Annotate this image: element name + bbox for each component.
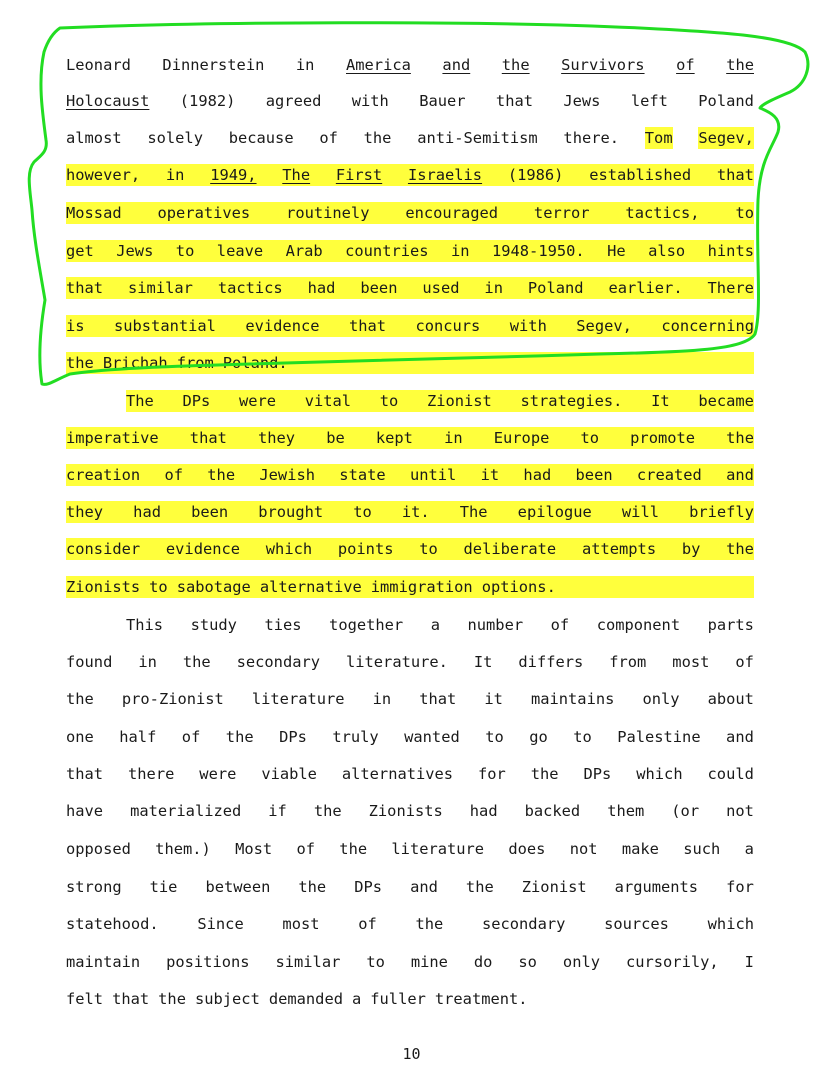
word: of <box>358 915 377 933</box>
word: the <box>158 990 186 1008</box>
word: found <box>66 653 113 671</box>
word: Bauer <box>419 92 466 110</box>
word: them <box>607 802 645 820</box>
word: that <box>495 92 533 110</box>
word: hints <box>707 242 754 260</box>
word: with <box>509 317 547 335</box>
word: creation <box>66 466 141 484</box>
text-line <box>66 726 754 748</box>
word: there <box>128 765 175 783</box>
word: Zionist <box>521 878 587 896</box>
word: from <box>609 653 647 671</box>
word: the <box>363 129 392 147</box>
text-line <box>66 951 754 973</box>
word: Tom <box>644 129 673 147</box>
word: maintain <box>66 953 141 971</box>
word: operatives <box>157 204 251 222</box>
word: that <box>66 279 104 297</box>
word: them.) <box>155 840 211 858</box>
word: 1949, <box>210 166 257 184</box>
text-line <box>66 54 754 76</box>
word: earlier. <box>608 279 683 297</box>
word: been <box>360 279 398 297</box>
word: terror <box>533 204 590 222</box>
word: secondary <box>481 915 566 933</box>
text-line <box>66 352 754 374</box>
word: Jewish <box>259 466 315 484</box>
word: Brichah <box>102 354 168 372</box>
word: which <box>707 915 754 933</box>
word: options. <box>481 578 556 596</box>
word: cursorily, <box>625 953 719 971</box>
word: so <box>518 953 537 971</box>
text-line <box>126 390 754 412</box>
word: and <box>726 466 754 484</box>
word: for <box>478 765 506 783</box>
word: were <box>238 392 277 410</box>
word: only <box>562 953 600 971</box>
text-line <box>66 913 754 935</box>
word: about <box>707 690 754 708</box>
word: similar <box>275 953 341 971</box>
word: been <box>191 503 229 521</box>
word: to <box>175 242 195 260</box>
word: most <box>672 653 710 671</box>
word: not <box>569 840 598 858</box>
word: sabotage <box>176 578 251 596</box>
word: because <box>228 129 294 147</box>
word: Dinnerstein <box>162 56 265 74</box>
word: established <box>589 166 692 184</box>
word: almost <box>66 129 122 147</box>
word: get <box>66 242 94 260</box>
word: maintains <box>530 690 615 708</box>
word: kept <box>375 429 413 447</box>
word: the <box>726 429 754 447</box>
word: encouraged <box>405 204 499 222</box>
word: Segev, <box>698 129 754 147</box>
word: countries <box>345 242 429 260</box>
word: briefly <box>689 503 754 521</box>
word: had <box>469 802 498 820</box>
text-line <box>66 800 754 822</box>
word: Poland <box>698 92 754 110</box>
word: a <box>744 840 754 858</box>
text-line <box>66 90 754 112</box>
text-line <box>66 501 754 523</box>
word: and <box>442 56 471 74</box>
word: parts <box>707 616 754 634</box>
word: of <box>296 840 315 858</box>
word: consider <box>66 540 141 558</box>
word: (or <box>671 802 700 820</box>
word: evidence <box>165 540 241 558</box>
word: does <box>508 840 546 858</box>
word: opposed <box>66 840 131 858</box>
word: and <box>726 728 754 746</box>
word: (1982) <box>179 92 236 110</box>
word: Leonard <box>66 56 131 74</box>
text-line <box>66 240 754 262</box>
word: together <box>329 616 404 634</box>
word: to <box>366 953 385 971</box>
word: subject <box>194 990 260 1008</box>
word: He <box>607 242 626 260</box>
word: been <box>575 466 613 484</box>
word: most <box>282 915 320 933</box>
word: strong <box>66 878 122 896</box>
word: substantial <box>113 317 216 335</box>
text-line <box>66 164 754 186</box>
word: not <box>726 802 754 820</box>
word: by <box>681 540 701 558</box>
word: the <box>66 690 94 708</box>
word: to <box>353 503 372 521</box>
word: had <box>307 279 336 297</box>
word: such <box>683 840 721 858</box>
word: that <box>348 317 387 335</box>
word: literature. <box>345 653 448 671</box>
text-line <box>66 427 754 449</box>
word: that <box>112 990 150 1008</box>
word: tactics <box>217 279 283 297</box>
word: arguments <box>614 878 699 896</box>
word: it. <box>401 503 430 521</box>
word: DPs <box>354 878 383 896</box>
text-line <box>66 464 754 486</box>
word: America <box>346 56 411 74</box>
word: do <box>473 953 493 971</box>
word: the <box>313 802 342 820</box>
word: sources <box>604 915 669 933</box>
word: fuller <box>370 990 426 1008</box>
text-line <box>66 127 754 149</box>
word: it <box>484 690 503 708</box>
word: component <box>596 616 681 634</box>
word: Zionists <box>66 578 141 596</box>
word: used <box>422 279 460 297</box>
word: Poland. <box>222 354 288 372</box>
word: half <box>119 728 157 746</box>
word: Most <box>235 840 273 858</box>
word: a <box>351 990 362 1008</box>
word: agreed <box>265 92 322 110</box>
word: tactics, <box>625 204 700 222</box>
word: It <box>651 392 670 410</box>
word: treatment. <box>434 990 528 1008</box>
word: to <box>573 728 592 746</box>
word: Holocaust <box>66 92 150 110</box>
word: a <box>430 616 440 634</box>
word: literature <box>251 690 345 708</box>
word: Palestine <box>617 728 701 746</box>
word: alternatives <box>341 765 454 783</box>
word: Since <box>197 915 244 933</box>
word: that <box>66 765 104 783</box>
word: to <box>735 204 754 222</box>
word: backed <box>524 802 581 820</box>
text-line <box>66 876 754 898</box>
word: they <box>258 429 296 447</box>
word: anti-Semitism <box>417 129 538 147</box>
word: truly <box>332 728 379 746</box>
word: the <box>225 728 254 746</box>
word: the <box>339 840 368 858</box>
word: This <box>126 616 164 634</box>
word: It <box>473 653 493 671</box>
word: also <box>648 242 686 260</box>
word: which <box>265 540 313 558</box>
word: imperative <box>66 429 159 447</box>
word: leave <box>216 242 264 260</box>
word: between <box>205 878 271 896</box>
word: the <box>726 56 754 74</box>
word: statehood. <box>66 915 159 933</box>
text-line <box>66 538 754 560</box>
word: of <box>735 653 754 671</box>
text-line <box>66 688 754 710</box>
word: pro-Zionist <box>121 690 224 708</box>
word: Segev, <box>576 317 632 335</box>
word: created <box>636 466 702 484</box>
word: one <box>66 728 94 746</box>
word: and <box>410 878 438 896</box>
word: the <box>465 878 494 896</box>
text-line <box>66 576 754 598</box>
word: wanted <box>404 728 460 746</box>
word: however, <box>66 166 141 184</box>
word: the <box>726 540 754 558</box>
word: routinely <box>286 204 370 222</box>
word: Jews <box>116 242 154 260</box>
word: Israelis <box>407 166 483 184</box>
word: in <box>138 653 157 671</box>
word: mine <box>410 953 448 971</box>
word: became <box>698 392 754 410</box>
word: (1986) <box>507 166 564 184</box>
word: deliberate <box>463 540 557 558</box>
word: concerning <box>661 317 754 335</box>
text-line <box>66 988 754 1010</box>
word: in <box>165 166 185 184</box>
text-line <box>66 651 754 673</box>
word: to <box>149 578 168 596</box>
text-line <box>126 614 754 636</box>
word: of <box>164 466 183 484</box>
word: promote <box>630 429 696 447</box>
word: make <box>621 840 659 858</box>
word: to <box>419 540 438 558</box>
word: in <box>444 429 463 447</box>
word: Survivors <box>561 56 645 74</box>
word: from <box>176 354 214 372</box>
word: to <box>485 728 504 746</box>
text-line <box>66 202 754 224</box>
word: that <box>716 166 754 184</box>
word: The <box>282 166 311 184</box>
word: alternative <box>259 578 362 596</box>
word: of <box>181 728 201 746</box>
text-line <box>66 763 754 785</box>
word: had <box>523 466 552 484</box>
word: in <box>484 279 503 297</box>
word: will <box>621 503 659 521</box>
word: tie <box>149 878 178 896</box>
word: left <box>630 92 668 110</box>
word: go <box>529 728 548 746</box>
word: in <box>295 56 315 74</box>
word: First <box>335 166 383 184</box>
word: there. <box>563 129 620 147</box>
word: Jews <box>563 92 601 110</box>
word: Europe <box>493 429 550 447</box>
word: in <box>450 242 470 260</box>
word: which <box>636 765 683 783</box>
word: that <box>419 690 457 708</box>
text-line <box>66 277 754 299</box>
word: similar <box>128 279 193 297</box>
word: number <box>467 616 524 634</box>
word: ties <box>264 616 302 634</box>
word: materialized <box>130 802 242 820</box>
word: strategies. <box>520 392 623 410</box>
word: state <box>339 466 386 484</box>
word: The <box>459 503 488 521</box>
word: in <box>372 690 392 708</box>
word: Mossad <box>66 204 122 222</box>
word: Poland <box>527 279 584 297</box>
word: be <box>326 429 345 447</box>
word: the <box>182 653 211 671</box>
word: the <box>66 354 94 372</box>
word: epilogue <box>517 503 592 521</box>
word: Zionists <box>368 802 443 820</box>
word: to <box>580 429 600 447</box>
word: Zionist <box>426 392 492 410</box>
word: if <box>268 802 287 820</box>
word: only <box>642 690 680 708</box>
word: the <box>530 765 559 783</box>
word: of <box>676 56 695 74</box>
word: secondary <box>236 653 321 671</box>
word: were <box>199 765 237 783</box>
word: immigration <box>370 578 473 596</box>
word: solely <box>147 129 203 147</box>
word: to <box>379 392 399 410</box>
word: for <box>726 878 754 896</box>
word: have <box>66 802 104 820</box>
word: could <box>707 765 754 783</box>
word: of <box>319 129 338 147</box>
word: 1948-1950. <box>491 242 585 260</box>
word: concurs <box>415 317 481 335</box>
word: felt <box>66 990 104 1008</box>
word: with <box>351 92 389 110</box>
page-number: 10 <box>402 1045 421 1063</box>
word: is <box>66 317 85 335</box>
word: the <box>298 878 327 896</box>
word: the <box>501 56 530 74</box>
word: I <box>744 953 754 971</box>
word: until <box>409 466 457 484</box>
word: demanded <box>268 990 343 1008</box>
word: of <box>550 616 570 634</box>
word: had <box>133 503 161 521</box>
word: brought <box>258 503 324 521</box>
word: that <box>189 429 227 447</box>
word: evidence <box>245 317 320 335</box>
word: DPs <box>182 392 211 410</box>
word: attempts <box>581 540 657 558</box>
word: the <box>415 915 444 933</box>
word: they <box>66 503 104 521</box>
word: DPs <box>279 728 307 746</box>
word: There <box>707 279 754 297</box>
word: positions <box>166 953 250 971</box>
word: viable <box>261 765 317 783</box>
word: DPs <box>583 765 612 783</box>
word: it <box>480 466 500 484</box>
word: The <box>126 392 154 410</box>
text-line <box>66 315 754 337</box>
word: the <box>207 466 236 484</box>
word: study <box>190 616 237 634</box>
word: differs <box>518 653 584 671</box>
text-line <box>66 838 754 860</box>
word: points <box>337 540 394 558</box>
word: vital <box>304 392 352 410</box>
word: literature <box>391 840 485 858</box>
word: Arab <box>285 242 323 260</box>
